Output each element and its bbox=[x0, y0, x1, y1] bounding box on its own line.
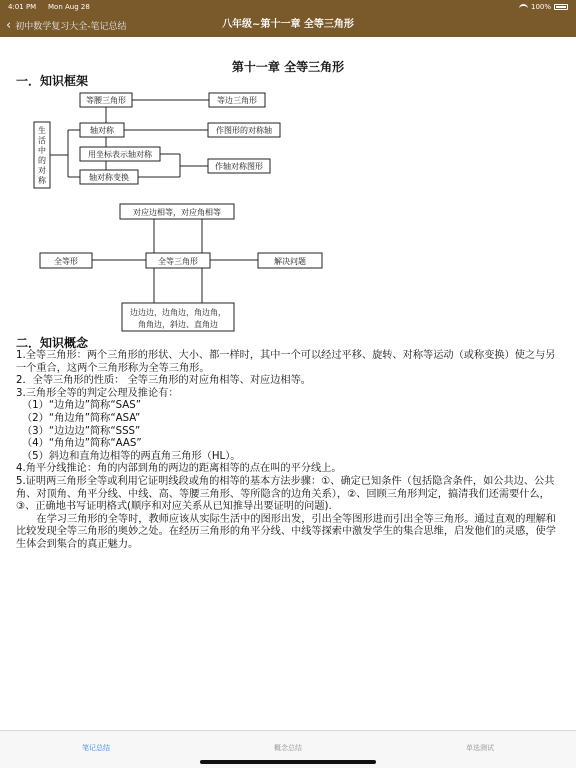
page-title: 八年级~第十一章 全等三角形 bbox=[222, 19, 354, 30]
diagram-text-solve: 解决问题 bbox=[274, 257, 306, 266]
diagram-text-isosceles: 等腰三角形 bbox=[86, 96, 126, 105]
battery-icon bbox=[554, 4, 568, 10]
text-line: 1.全等三角形：两个三角形的形状、大小、都一样时，其中一个可以经过平移、旋转、对称等运动（或称变换）使之与另一个重合，这两个三角形称为全等三角形。 bbox=[16, 350, 556, 374]
diagram-text-draw-axis: 作图形的对称轴 bbox=[216, 126, 272, 135]
tab-quiz[interactable]: 单选测试 bbox=[466, 744, 494, 752]
text-line: 5.证明两三角形全等或利用它证明线段或角的相等的基本方法步骤：①、确定已知条件（包括隐含条件，如公共边、公共角、对顶角、角平分线、中线、高、等腰三角形、等所隐含的边角关系），②、回顾三角形判定，搞清我们还需要什么，③、正确地书写证明格式(顺序和对应关系从已知推导出要证明的问题). bbox=[16, 475, 555, 513]
diagram-text-transform: 轴对称变换 bbox=[89, 173, 129, 182]
diagram-text-axis-symmetry: 轴对称 bbox=[90, 126, 114, 135]
diagram-text-congruent-figure: 全等形 bbox=[54, 257, 78, 266]
chevron-left-icon: ‹ bbox=[6, 17, 12, 33]
status-right bbox=[519, 3, 568, 11]
status-time: 4:01 PM bbox=[8, 2, 37, 11]
knowledge-diagram-symmetry bbox=[0, 37, 576, 337]
back-button[interactable] bbox=[6, 13, 126, 37]
text-line: 3.三角形全等的判定公理及推论有： bbox=[16, 387, 179, 399]
text-line: （3）“边边边”简称“SSS” bbox=[22, 425, 141, 437]
text-line: （5）斜边和直角边相等的两直角三角形（HL）。 bbox=[22, 450, 241, 462]
home-indicator bbox=[200, 760, 376, 764]
note-content bbox=[0, 37, 576, 729]
chapter-title: 第十一章 全等三角形 bbox=[231, 60, 345, 74]
status-bar bbox=[0, 0, 576, 13]
diagram-left-char: 对 bbox=[38, 166, 46, 175]
diagram-left-char: 称 bbox=[38, 176, 46, 185]
diagram-text-draw-symmetric: 作轴对称图形 bbox=[215, 162, 263, 171]
text-line: 在学习三角形的全等时，教师应该从实际生活中的图形出发，引出全等图形进而引出全等三角形。通过直观的理解和比较发现全等三角形的奥妙之处。在经历三角形的角平分线、中线等探索中激发学生的集合思维，启发他们的灵感，使学生体会到集合的真正魅力。 bbox=[16, 513, 556, 550]
diagram-text-criteria-2: 角角边，斜边、直角边 bbox=[138, 320, 218, 329]
tab-notes[interactable]: 笔记总结 bbox=[82, 744, 110, 752]
text-line: （2）“角边角”简称“ASA” bbox=[22, 412, 141, 424]
battery-percent: 100% bbox=[530, 2, 551, 11]
diagram-left-char: 活 bbox=[38, 136, 46, 145]
diagram-text-equilateral: 等边三角形 bbox=[217, 96, 257, 105]
back-label: 初中数学复习大全-笔记总结 bbox=[15, 21, 127, 32]
text-line: 4.角平分线推论：角的内部到角的两边的距离相等的点在叫的平分线上。 bbox=[16, 463, 342, 475]
diagram-left-char: 的 bbox=[38, 156, 46, 165]
section-heading-concepts: 二．知识概念 bbox=[16, 336, 89, 350]
diagram-left-char: 生 bbox=[38, 126, 46, 135]
section-heading-framework: 一．知识框架 bbox=[16, 74, 89, 88]
diagram-text-criteria-1: 边边边，边角边，角边角， bbox=[130, 308, 226, 317]
text-line: （1）“边角边”简称“SAS” bbox=[22, 400, 141, 412]
diagram-text-congruent-triangle: 全等三角形 bbox=[158, 257, 198, 266]
concept-text bbox=[16, 350, 564, 552]
status-date: Mon Aug 28 bbox=[48, 2, 90, 11]
tab-concepts[interactable]: 概念总结 bbox=[274, 744, 302, 752]
text-line: （4）“角角边”简称“AAS” bbox=[22, 438, 142, 450]
wifi-icon bbox=[519, 4, 528, 10]
diagram-text-coordinate-symmetry: 用坐标表示轴对称 bbox=[88, 150, 152, 159]
navigation-bar bbox=[0, 13, 576, 37]
diagram-text-corresponding: 对应边相等，对应角相等 bbox=[133, 208, 221, 217]
diagram-left-char: 中 bbox=[38, 146, 46, 155]
text-line: 2．全等三角形的性质： 全等三角形的对应角相等、对应边相等。 bbox=[16, 375, 311, 387]
